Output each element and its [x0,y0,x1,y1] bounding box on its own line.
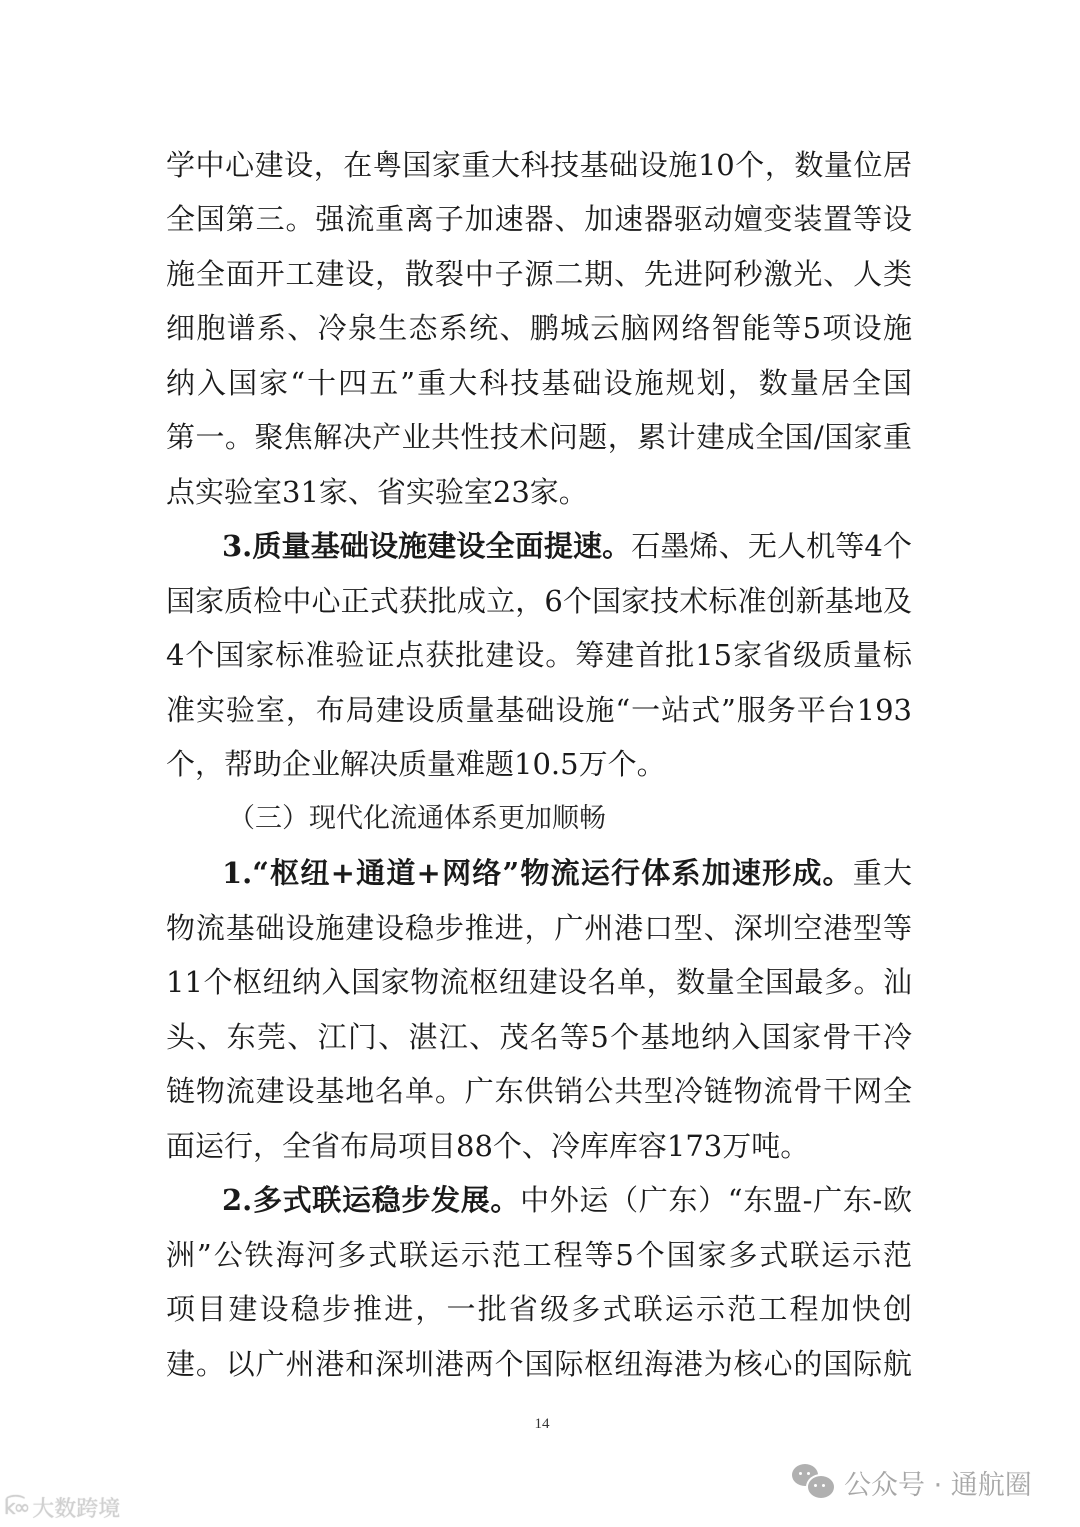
text-line: 面运行，全省布局项目88个、冷库库容173万吨。 [166,1129,810,1163]
paragraph-heading-3: 3.质量基础设施建设全面提速。石墨烯、无人机等4个 [222,529,912,563]
text-line: 洲”公铁海河多式联运示范工程等5个国家多式联运示范 [166,1238,912,1272]
paragraph-heading-2: 2.多式联运稳步发展。中外运（广东）“东盟-广东-欧 [222,1183,912,1217]
text-line: 建。以广州港和深圳港两个国际枢纽海港为核心的国际航 [166,1347,912,1381]
text-line: 点实验室31家、省实验室23家。 [166,475,588,509]
brand-watermark [4,1490,120,1524]
text-line: 物流基础设施建设稳步推进，广州港口型、深圳空港型等 [166,911,912,945]
wechat-watermark [792,1460,1032,1504]
text-line: 学中心建设，在粤国家重大科技基础设施10个，数量位居 [166,148,912,182]
text-line: 11个枢纽纳入国家物流枢纽建设名单，数量全国最多。汕 [166,965,912,999]
text-line: 4个国家标准验证点获批建设。筹建首批15家省级质量标 [166,638,912,672]
text-line: 个，帮助企业解决质量难题10.5万个。 [166,747,666,781]
section-heading: （三）现代化流通体系更加顺畅 [228,803,606,834]
bold-heading: 3.质量基础设施建设全面提速。 [222,529,632,563]
bold-heading: 1.“枢纽+通道+网络”物流运行体系加速形成。 [222,856,853,890]
watermark-account-name: 公众号 · 通航圈 [844,1469,1032,1501]
wechat-icon [792,1462,836,1502]
text-line: 细胞谱系、冷泉生态系统、鹏城云脑网络智能等5项设施 [166,311,912,345]
paragraph-heading-1: 1.“枢纽+通道+网络”物流运行体系加速形成。重大 [222,856,912,890]
text-line: 全国第三。强流重离子加速器、加速器驱动嬗变装置等设 [166,202,912,236]
text-line: 准实验室，布局建设质量基础设施“一站式”服务平台193 [166,693,912,727]
brand-watermark-text: 大数跨境 [32,1496,121,1522]
text-line: 第一。聚焦解决产业共性技术问题，累计建成全国/国家重 [166,420,912,454]
text-line: 施全面开工建设，散裂中子源二期、先进阿秒激光、人类 [166,257,912,291]
text-line: 项目建设稳步推进，一批省级多式联运示范工程加快创 [166,1292,912,1326]
text-line: 链物流建设基地名单。广东供销公共型冷链物流骨干网全 [166,1074,912,1108]
text-line: 国家质检中心正式获批成立，6个国家技术标准创新基地及 [166,584,912,618]
brand-logo-icon: k͡∞ [4,1495,29,1519]
bold-heading: 2.多式联运稳步发展。 [222,1183,521,1217]
text-line: 头、东莞、江门、湛江、茂名等5个基地纳入国家骨干冷 [166,1020,912,1054]
text-line: 纳入国家“十四五”重大科技基础设施规划，数量居全国 [166,366,912,400]
page-number: 14 [534,1416,550,1432]
